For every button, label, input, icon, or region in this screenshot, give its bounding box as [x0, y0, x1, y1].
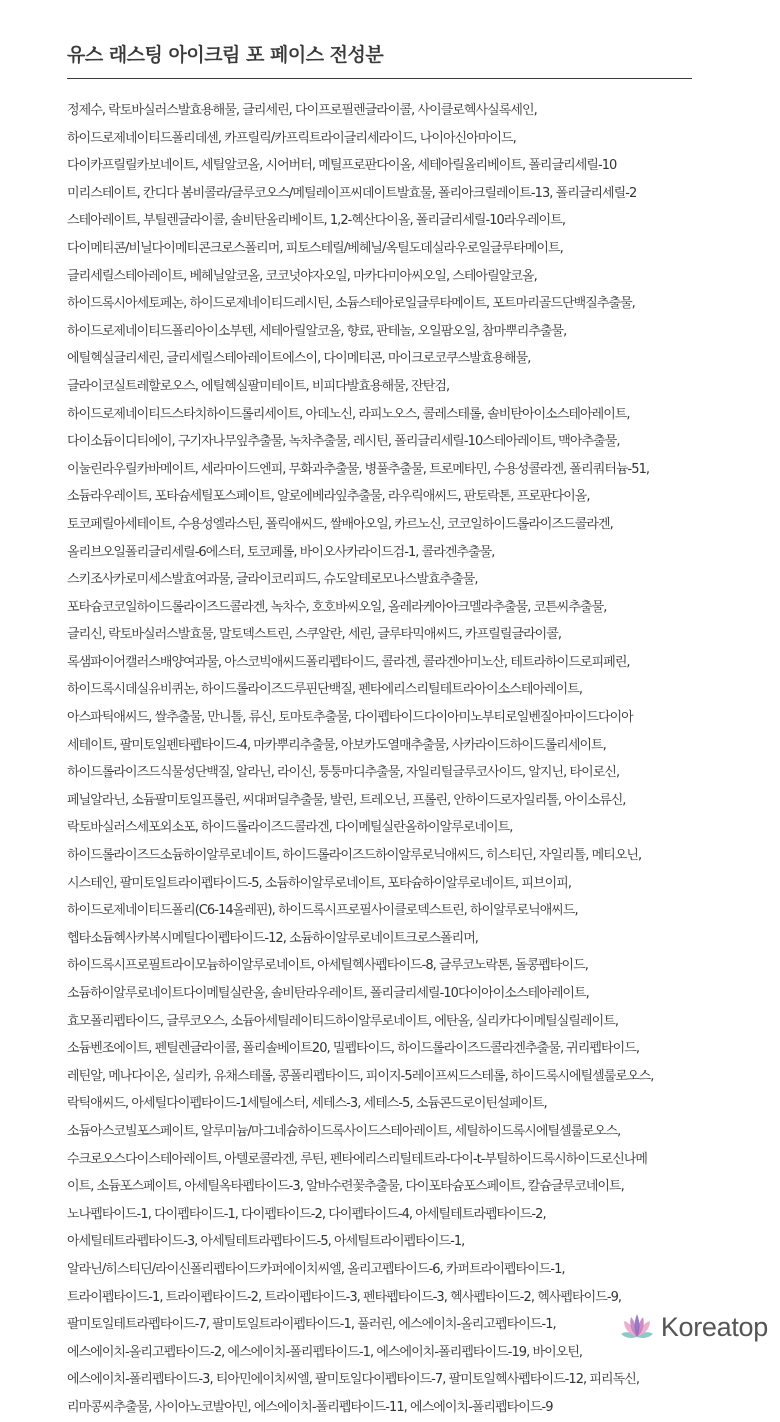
ingredient-list [67, 97, 747, 1422]
ingredient-line: 락틱애씨드, 아세틸다이펩타이드-1세틸에스터, 세테스-3, 세테스-5, 소듐콘드로이틴설페이트, [67, 1096, 547, 1112]
brand-logo [619, 1309, 768, 1345]
ingredient-line: 트라이펩타이드-1, 트라이펩타이드-2, 트라이펩타이드-3, 펜타펩타이드-3, 헥사펩타이드-2, 헥사펩타이드-9, [67, 1289, 622, 1305]
ingredient-line: 팔미토일테트라펩타이드-7, 팔미토일트라이펩타이드-1, 풀러린, 에스에이치-올리고펩타이드-1, [67, 1317, 556, 1333]
ingredient-line: 하이드록시프로필트라이모늄하이알루로네이트, 아세틸헥사펩타이드-8, 글루코노락톤, 돌콩펩타이드, [67, 958, 588, 974]
ingredient-line: 하이드로제네이티드폴리(C6-14올레핀), 하이드록시프로필사이클로덱스트린, 하이알루로닉애씨드, [67, 903, 578, 919]
ingredient-line: 소듐라우레이트, 포타슘세틸포스페이트, 알로에베라잎추출물, 라우릭애씨드, 판토락톤, 프로판다이올, [67, 489, 590, 505]
ingredient-line: 효모폴리펩타이드, 글루코오스, 소듐아세틸레이티드하이알루로네이트, 에탄올, 실리카다이메틸실릴레이트, [67, 1013, 619, 1029]
ingredient-line: 에스에이치-폴리펩타이드-3, 티아민에이치씨엘, 팔미토일다이펩타이드-7, 팔미토일헥사펩타이드-12, 피리독신, [67, 1372, 640, 1388]
ingredient-line: 록샘파이어캘러스배양여과물, 아스코빅애씨드폴리펩타이드, 콜라겐, 콜라겐아미노산, 테트라하이드로피페린, [67, 654, 630, 670]
ingredient-line: 올리브오일폴리글리세릴-6에스터, 토코페롤, 바이오사카라이드검-1, 콜라겐추출물, [67, 544, 495, 560]
ingredient-line: 에틸헥실글리세린, 글리세릴스테아레이트에스이, 다이메티콘, 마이크로코쿠스발효용해물, [67, 351, 531, 367]
ingredient-line: 포타슘코코일하이드롤라이즈드콜라겐, 녹차수, 호호바씨오일, 올레라케아아크멜라추출물, 코튼씨추출물, [67, 599, 607, 615]
ingredient-line: 아세틸테트라펩타이드-3, 아세틸테트라펩타이드-5, 아세틸트라이펩타이드-1, [67, 1234, 465, 1250]
ingredient-line: 하이드로제네이티드스타치하이드롤리세이트, 아데노신, 라피노오스, 콜레스테롤, 솔비탄아이소스테아레이트, [67, 406, 630, 422]
ingredient-line: 다이메티콘/비닐다이메티콘크로스폴리머, 피토스테릴/베헤닐/옥틸도데실라우로일글루타메이트, [67, 240, 563, 256]
ingredient-line: 글라이코실트레할로오스, 에틸헥실팔미테이트, 비피다발효용해물, 잔탄검, [67, 378, 450, 394]
ingredient-line: 하이드롤라이즈드식물성단백질, 알라닌, 라이신, 퉁퉁마디추출물, 자일리틸글루코사이드, 알지닌, 타이로신, [67, 765, 620, 781]
ingredient-line: 리마콩씨추출물, 사이아노코발아민, 에스에이치-폴리펩타이드-11, 에스에이치-폴리펩타이드-9 [67, 1399, 553, 1415]
ingredient-line: 아스파틱애씨드, 쌀추출물, 만니톨, 류신, 토마토추출물, 다이펩타이드다이아미노부티로일벤질아마이드다이아 [67, 710, 633, 726]
ingredient-line: 에스에이치-올리고펩타이드-2, 에스에이치-폴리펩타이드-1, 에스에이치-폴리펩타이드-19, 바이오틴, [67, 1344, 583, 1360]
lotus-icon [619, 1312, 655, 1342]
ingredient-line: 하이드로제네이티드폴리데센, 카프릴릭/카프릭트라이글리세라이드, 나이아신아마이드, [67, 130, 516, 146]
ingredient-line: 소듐아스코빌포스페이트, 알루미늄/마그네슘하이드록사이드스테아레이트, 세틸하이드록시에틸셀룰로오스, [67, 1123, 621, 1139]
ingredient-line: 스키조사카로미세스발효여과물, 글라이코리피드, 슈도알테로모나스발효추출물, [67, 572, 478, 588]
ingredient-line: 소듐벤조에이트, 펜틸렌글라이콜, 폴리솔베이트20, 밀펩타이드, 하이드롤라이즈드콜라겐추출물, 귀리펩타이드, [67, 1041, 640, 1057]
ingredient-line: 락토바실러스세포외소포, 하이드롤라이즈드콜라겐, 다이메틸실란올하이알루로네이트, [67, 820, 513, 836]
ingredient-line: 헵타소듐헥사카복시메틸다이펩타이드-12, 소듐하이알루로네이트크로스폴리머, [67, 930, 478, 946]
ingredient-line: 하이드록시아세토페논, 하이드로제네이티드레시틴, 소듐스테아로일글루타메이트, 포트마리골드단백질추출물, [67, 296, 635, 312]
ingredient-line: 하이드롤라이즈드소듐하이알루로네이트, 하이드롤라이즈드하이알루로닉애씨드, 히스티딘, 자일리톨, 메티오닌, [67, 848, 642, 864]
ingredient-line: 정제수, 락토바실러스발효용해물, 글리세린, 다이프로필렌글라이콜, 사이클로헥사실록세인, [67, 103, 537, 118]
ingredient-line: 하이드로제네이티드폴리아이소부텐, 세테아릴알코올, 향료, 판테놀, 오일팜오일, 참마뿌리추출물, [67, 323, 567, 339]
ingredient-line: 글리세릴스테아레이트, 베헤닐알코올, 코코넛야자오일, 마카다미아씨오일, 스테아릴알코올, [67, 268, 537, 284]
ingredient-line: 알라닌/히스티딘/라이신폴리펩타이드카퍼에이치씨엘, 올리고펩타이드-6, 카퍼트라이펩타이드-1, [67, 1261, 565, 1277]
ingredient-line: 다이소듐이디티에이, 구기자나무잎추출물, 녹차추출물, 레시틴, 폴리글리세릴-10스테아레이트, 맥아추출물, [67, 434, 620, 450]
ingredient-line: 이트, 소듐포스페이트, 아세틸옥타펩타이드-3, 알바수련꽃추출물, 다이포타슘포스페이트, 칼슘글루코네이트, [67, 1179, 624, 1195]
ingredient-line: 레틴알, 메나다이온, 실리카, 유채스테롤, 콩폴리펩타이드, 피이지-5레이프씨드스테롤, 하이드록시에틸셀룰로오스, [67, 1068, 654, 1084]
ingredient-line: 다이카프릴릴카보네이트, 세틸알코올, 시어버터, 메틸프로판다이올, 세테아릴올리베이트, 폴리글리세릴-10 [67, 158, 617, 174]
ingredient-line: 소듐하이알루로네이트다이메틸실란올, 솔비탄라우레이트, 폴리글리세릴-10다이아이소스테아레이트, [67, 986, 589, 1001]
ingredient-line: 시스테인, 팔미토일트라이펩타이드-5, 소듐하이알루로네이트, 포타슘하이알루로네이트, 피브이피, [67, 875, 572, 891]
title-divider [67, 78, 692, 79]
ingredient-line: 미리스테이트, 칸디다 봄비콜라/글루코오스/메틸레이프씨데이트발효물, 폴리아크릴레이트-13, 폴리글리세릴-2 [67, 185, 637, 201]
page-title: 유스 래스팅 아이크림 포 페이스 전성분 [67, 44, 384, 66]
ingredient-line: 세테이트, 팔미토일펜타펩타이드-4, 마카뿌리추출물, 아보카도열매추출물, 사카라이드하이드롤리세이트, [67, 737, 606, 753]
ingredient-line: 스테아레이트, 부틸렌글라이콜, 솔비탄올리베이트, 1,2-헥산다이올, 폴리글리세릴-10라우레이트, [67, 213, 566, 229]
ingredient-line: 페닐알라닌, 소듐팔미토일프롤린, 씨대퍼딜추출물, 발린, 트레오닌, 프롤린, 안하이드로자일리톨, 아이소류신, [67, 792, 626, 808]
logo-text: Koreatop [660, 1311, 768, 1342]
ingredient-line: 노나펩타이드-1, 다이펩타이드-1, 다이펩타이드-2, 다이펩타이드-4, 아세틸테트라펩타이드-2, [67, 1206, 546, 1222]
ingredient-line: 하이드록시데실유비퀴논, 하이드롤라이즈드루핀단백질, 펜타에리스리틸테트라아이소스테아레이트, [67, 682, 583, 698]
ingredient-line: 수크로오스다이스테아레이트, 아텔로콜라겐, 루틴, 펜타에리스리틸테트라-다이-t-부틸하이드록시하이드로신나메 [67, 1151, 648, 1167]
ingredient-line: 글리신, 락토바실러스발효물, 말토덱스트린, 스쿠알란, 세린, 글루타믹애씨드, 카프릴릴글라이콜, [67, 627, 562, 643]
ingredient-line: 토코페릴아세테이트, 수용성엘라스틴, 폴릭애씨드, 쌀배아오일, 카르노신, 코코일하이드롤라이즈드콜라겐, [67, 516, 613, 532]
ingredient-line: 이눌린라우릴카바메이트, 세라마이드엔피, 무화과추출물, 병풀추출물, 트로메타민, 수용성콜라겐, 폴리쿼터늄-51, [67, 461, 650, 477]
